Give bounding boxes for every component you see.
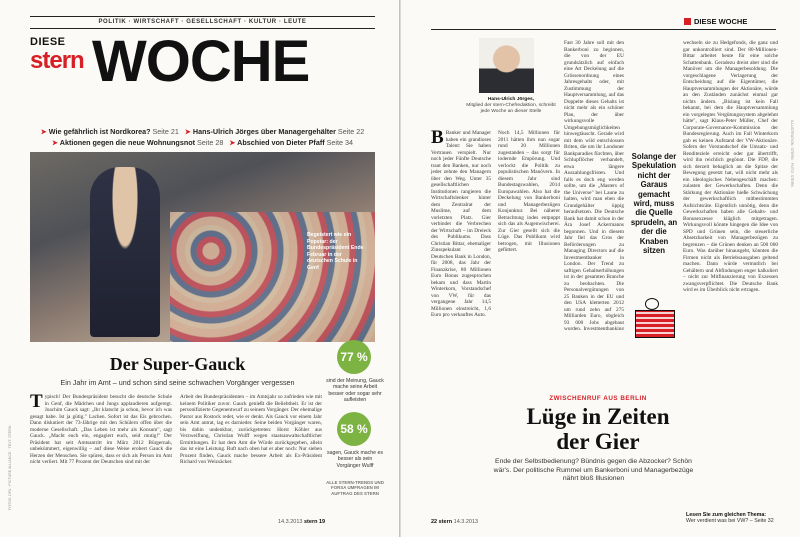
logo-woche: WOCHE [92, 29, 310, 94]
right-page [401, 0, 800, 537]
teaser-list [30, 126, 375, 148]
stat-text-58: sagen, Gauck mache es besser als sein Vorgänger Wulff [327, 450, 383, 469]
arrow-icon: ➤ [52, 138, 59, 147]
teaser-item[interactable]: ➤ Abschied von Dieter Pfaff Seite 34 [229, 138, 353, 147]
photo-caption: Begeistert wie ein Popstar: der Bundespräsident Ende Februar in der deutschen Schule in Genf [307, 232, 364, 271]
article-headline: Der Super-Gauck [109, 354, 246, 374]
teaser-item[interactable]: ➤ Wie gefährlich ist Nordkorea? Seite 21 [40, 127, 179, 136]
teaser-item[interactable]: ➤ Hans-Ulrich Jörges über Managergehälter Seite 22 [184, 127, 365, 136]
gauck-photo [30, 152, 375, 342]
section-nav: POLITIK · WIRTSCHAFT · GESELLSCHAFT · KULTUR · LEUTE [30, 16, 375, 29]
article-body [30, 394, 322, 522]
article-headline: Lüge in Zeiten der Gier [526, 404, 670, 454]
stern-logo [30, 36, 88, 92]
illustration-credit: ILLUSTRATION: STERN · FOTO: STERN [790, 120, 794, 187]
body-column: wechseln sie zu Hedgefonds, die ganz und gar unkontrolliert sind. Der 80-Millionen-Bittar arbeitet heute für eine solche Schattenbank. Geradezu dreist aber sind die Manöver um die Managerbesoldung. Die vorgeschlagene Verlagerung der Entscheidung auf die Eigentümer, die Hauptversammlungen der Aktionäre, würde an den Zuständen zunächst einmal gar nichts ändern. „Bislang ist kein Fall bekannt, bei dem die Hauptversammlung ein vorgelegtes Vergütungssystem abgelehnt hätte", sagt Klaus-Peter Müller, Chef der Corporate-Governance-Kommission der Bundesregierung. Auch im Fall Winterkorn gab es keinen Aufstand der VW-Aktionäre. Sofern der Vorstandschef die Umsatz- und Renditeziele erreicht oder gar übertrifft, wird ihn reichlich gegönnt. Die FDP, die sich derzeit behaglich an die Spitze der Bewegung gesetzt hat, will nicht mehr als ein ideologisches Nebengeschäft machen: zulasten der Gewerkschaften. Denn die Stärkung der Aktionäre hieße Schwächung der gewerkschaftlich mitbestimmten Aufsichtsräte. Eigentlich unnötig, denn die Gewerkschaften haben alle Gehalts- und Bonusexzesse kläglich mitgetragen. Wirkungsvoll könnte hingegen die Idee von SPD und Grünen sein, die steuerliche Absetzbarkeit von Managerbezügen zu begrenzen – die Grünen denken an 500 000 Euro. Was darüber hinausgeht, könnten die Firmen nicht als Betriebsausgaben geltend machen. Dann würde vermutlich bei Gehältern und Abfindungen enger kalkuliert – nicht zur Mitfinanzierung von Exzessen zwangsverpflichtet. Die Deutsche Bank wird es im Überblick nicht ertragen. [683, 40, 778, 293]
dropcap: B [431, 130, 444, 148]
arrow-icon: ➤ [229, 138, 236, 147]
article-subline: Ein Jahr im Amt – und schon sind seine schwachen Vorgänger vergessen [60, 378, 295, 387]
body-column: B Banker und Manager haben ein grandioses Talent: Sie haben Vertrauen verspielt. Nur noch jeder Fünfte Deutsche traut den Banken, nur noch jeder zehnte den Managern über den Weg. Unter 35 gesellschaftlichen Institutionen rangieren die Wirtschaftslenker hinter dem Zentralrat der Muslime, auf dem vorletzten Platz. Gier verbindet die Verbrechen der Wirtschaft – im Dreieck des Publikums. Dass Christian Bittar, ehemaliger Zinsspekulant der Deutschen Bank in London, für 2008, das Jahr der Finanzkrise, 80 Millionen Euro Bonus zugesprochen bekam und dass Martin Winterkorn, Vorstandschef von VW, für das vergangene Jahr 14,5 Millionen einstreicht, 1,6 Euro pro verkauftes Auto. [431, 130, 491, 318]
bed-shape [635, 310, 675, 338]
stat-badge-58: 58 % [337, 412, 371, 446]
pull-quote: Solange der Spekulation nicht der Garaus gemacht wird, muss die Quelle sprudeln, an der die Knaben sitzen [630, 152, 678, 256]
arrow-icon: ➤ [40, 127, 47, 136]
body-column: Arbeit des Bundespräsidenten – im Amtsjahr so zufrieden wie mit keinem Politiker zuvor. Gauck genießt die Beliebtheit. Er ist der personifizierte Gegenentwurf zu seinem Vorgänger. Der ehemalige Pastor aus Rostock redet, wie er denkt. Als Gauck vor einem Jahr sein Amt antrat, lag es darnieder. Seine beiden Vorgänger waren, bis dahin undenkbar, zurückgetreten: Horst Köhler aus Verzweiflung, Christian Wulff wegen staatsanwaltschaftlicher Ermittlungen. Er hat dem Amt die Würde zurückgegeben, allein das ist eine Leistung. Ruft nach oben hat er aber noch: Nur sieben Prozent finden, Gauck mache bessere Arbeit als Ex-Präsident Richard von Weizsäcker. [180, 394, 322, 465]
stern-square-icon [684, 18, 691, 25]
column-kicker: ZWISCHENRUF AUS BERLIN [549, 395, 647, 402]
photo-credit: FOTOS: DPA · PICTURE ALLIANCE · TEXT: STERN [8, 425, 12, 510]
top-rule [431, 29, 776, 30]
body-column: Noch 14,5 Millionen für 2011 hätten ihm nun sogar rund 20 Millionen zugestanden – das sorgt für lodernde Empörung. Und verlockt die Politik zu populistischen Manövern. In diesem Jahr sind Bundestagswahlen, 2014 Europawahlen. Also hat die Deckelung von Bankerboni und Managerbezügen Konjunktur. Bei näherer Betrachtung indes entpuppt sich das als Augenwischerei. Zur Gier gesellt sich die Lüge. Das Publikum wird betrogen, mit Illusionen gefüttert. [498, 130, 560, 253]
diese-woche-logo [30, 29, 375, 94]
page-folio: 22 stern 14.3.2013 [431, 519, 479, 525]
teaser-item[interactable]: ➤ Aktionen gegen die neue Wohnungsnot Seite 28 [52, 138, 224, 147]
stat-badge-77: 77 % [337, 340, 371, 374]
page-folio: 14.3.2013 stern 19 [278, 519, 326, 525]
related-article[interactable]: Lesen Sie zum gleichen Thema: Wer verdient was bei VW? – Seite 32 [686, 512, 774, 525]
logo-stern-word: stern [30, 47, 84, 74]
left-page [0, 0, 399, 537]
article-subline: Ende der Selbstbedienung? Bündnis gegen die Abzocker? Schön wär's. Der politische Rummel um Bankerboni und Managerbezüge nährt bloß Illusionen [493, 458, 694, 483]
stat-source: ALLE STERN-TRENDS UND FORSA UMFRAGEN IM AUFTRAG DES STERN [326, 480, 384, 496]
arrow-icon: ➤ [184, 127, 191, 136]
body-column: Fast 30 Jahre soll mit den Bankerboni zu beginnen, die von der EU grundsätzlich auf einfach eine Art Deckelung auf die Grössenordnung eines Jahresgehalts oder, mit Zustimmung der Hauptversammlung, auf das Doppelte dieses Gehalts ist nicht mehr als ein schöner Plan, der über wirkungsvolle Umgehungsmöglichkeiten hinwegtäuscht. Gerade wird mit dem wild entschlossen Briten, die um ihr Londoner Bankparadies fürchten, über Schlupflöcher verhandelt, etwa längere Auszahlungsfristen. Und falls es doch eng werden sollte, um die „Masters of the Universe" bei Laune zu halten, wird man eben die Grundgehälter üppig heraufsetzen. Die Deutsche Bank hat damit schon in der Ära Josef Ackermanns begonnen. Und in diesem Jahr fiel das Gros der Beförderungen zu Managing Directors auf die Investmentbanker in London. Der Trend zu saftigen Gehaltserhöhungen ist in der gesamten Branche zu beobachten. Die Personalvergütungen von 25 Banken in der EU und den USA kletterten 2012 um rund zehn auf 275 Milliarden Euro, obgleich 93 000 Jobs abgebaut wurden. Investmentbanking [564, 40, 624, 330]
body-column: Typisch! Der Bundespräsident besucht die deutsche Schule in Genf, die Mädchen und Jungs applaudieren aufgeregt. Joachim Gauck sagt: „Ihr klatscht ja schon, bevor ich was gesagt habe. Ist ja gütig." Lachen. Sofort ist das Eis gebrochen. Dann diskutiert der 73-Jährige mit den Schülern offen über die moderne Gesellschaft. „Das Leben ist mehr als Konsum", sagt Gauck. „Macht euch ein, engagiert euch, seid mutig!" Der Präsident hat seit Amtsantritt im März 2012 Bürgernah, unbekümmert, eigenwillig – auf diese Weise erobert Gauck die Herzen der Menschen. Sie spüren, dass er sich als Person im Amt nicht verliert. Mit 77 Prozent der Deutschen sind mit der [30, 394, 172, 465]
logo-diese: DIESE [30, 36, 66, 48]
author-byline: Hans-Ulrich Jörges, Mitglied der stern-Chefredaktion, schreibt jede Woche an dieser Stelle [466, 97, 556, 115]
author-portrait [479, 38, 534, 93]
rubric-label: DIESE WOCHE [684, 17, 747, 26]
stat-text-77: sind der Meinung, Gauck mache seine Arbeit besser oder sogar sehr aufleisten [326, 378, 384, 404]
dropcap: T [30, 394, 43, 412]
head-shape [645, 298, 659, 310]
president-figure [90, 167, 160, 337]
banker-in-bed-illustration [633, 270, 677, 352]
